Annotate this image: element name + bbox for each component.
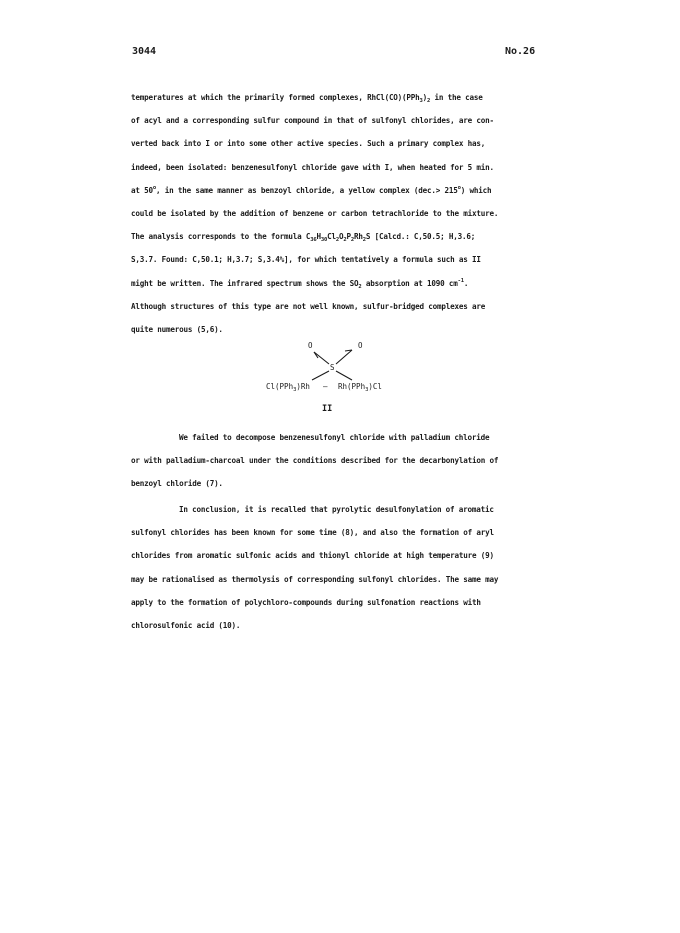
journal-number: No.26 <box>505 46 536 57</box>
group-left: Cl(PPh$_3$)Rh <box>266 382 310 393</box>
text-line: chlorides from aromatic sulfonic acids and thionyl chloride at high temperature (9) <box>131 551 494 561</box>
text-line: at 50$^o$, in the same manner as benzoyl chloride, a yellow complex $(dec.> 215^o)$ which <box>131 184 492 195</box>
page-number: 3044 <box>132 46 157 57</box>
paragraph-conclusion <box>131 498 551 637</box>
atom-o-right: O <box>358 341 363 350</box>
bond-s-o-left <box>314 352 329 364</box>
text-line: chlorosulfonic acid (10). <box>131 621 241 631</box>
text-line: The analysis corresponds to the formula $C_{36}H_{30}Cl_2O_2P_2Rh_2S$ [Calcd.: C,50.5; H,3.6; <box>131 232 476 244</box>
bond-s-rh-right <box>336 371 352 380</box>
bond-rh-rh: — <box>323 382 328 391</box>
text-line: might be written. The infrared spectrum shows the $SO_2$ absorption at 1090 $cm^{-1}$. <box>131 277 469 290</box>
paragraph-palladium <box>131 426 551 496</box>
text-line: temperatures at which the primarily formed complexes, $RhCl(CO)(PPh_3)_2$ in the case <box>131 93 483 104</box>
text-line: could be isolated by the addition of benzene or carbon tetrachloride to the mixture. <box>131 209 499 219</box>
structure-diagram <box>262 338 422 418</box>
text-line: benzoyl chloride (7). <box>131 479 223 489</box>
text-line: may be rationalised as thermolysis of corresponding sulfonyl chlorides. The same may <box>131 574 499 584</box>
text-line: of acyl and a corresponding sulfur compound in that of sulfonyl chlorides, are con- <box>131 116 494 126</box>
bond-s-o-right <box>336 350 352 364</box>
text-line: In conclusion, it is recalled that pyrolytic desulfonylation of aromatic <box>179 505 494 514</box>
text-line: indeed, been isolated: benzenesulfonyl chloride gave with I, when heated for 5 min. <box>131 162 494 172</box>
bond-s-rh-left <box>312 371 329 380</box>
atom-o-left: O <box>308 341 313 350</box>
text-line: We failed to decompose benzenesulfonyl chloride with palladium chloride <box>179 433 490 442</box>
text-line: S,3.7. Found: C,50.1; H,3.7; S,3.4%], for which tentatively a formula such as II <box>131 255 481 265</box>
text-line: sulfonyl chlorides has been known for some time (8), and also the formation of aryl <box>131 528 494 538</box>
paragraph-results <box>131 86 551 341</box>
group-right: Rh(PPh$_3$)Cl <box>338 382 382 393</box>
text-line: verted back into I or into some other active species. Such a primary complex has, <box>131 139 486 149</box>
text-line: quite numerous (5,6). <box>131 325 223 335</box>
atom-s: S <box>330 363 335 372</box>
compound-label: II <box>322 404 333 414</box>
text-line: or with palladium-charcoal under the conditions described for the decarbonylation of <box>131 456 499 466</box>
text-line: apply to the formation of polychloro-compounds during sulfonation reactions with <box>131 597 481 607</box>
text-line: Although structures of this type are not well known, sulfur-bridged complexes are <box>131 301 486 311</box>
